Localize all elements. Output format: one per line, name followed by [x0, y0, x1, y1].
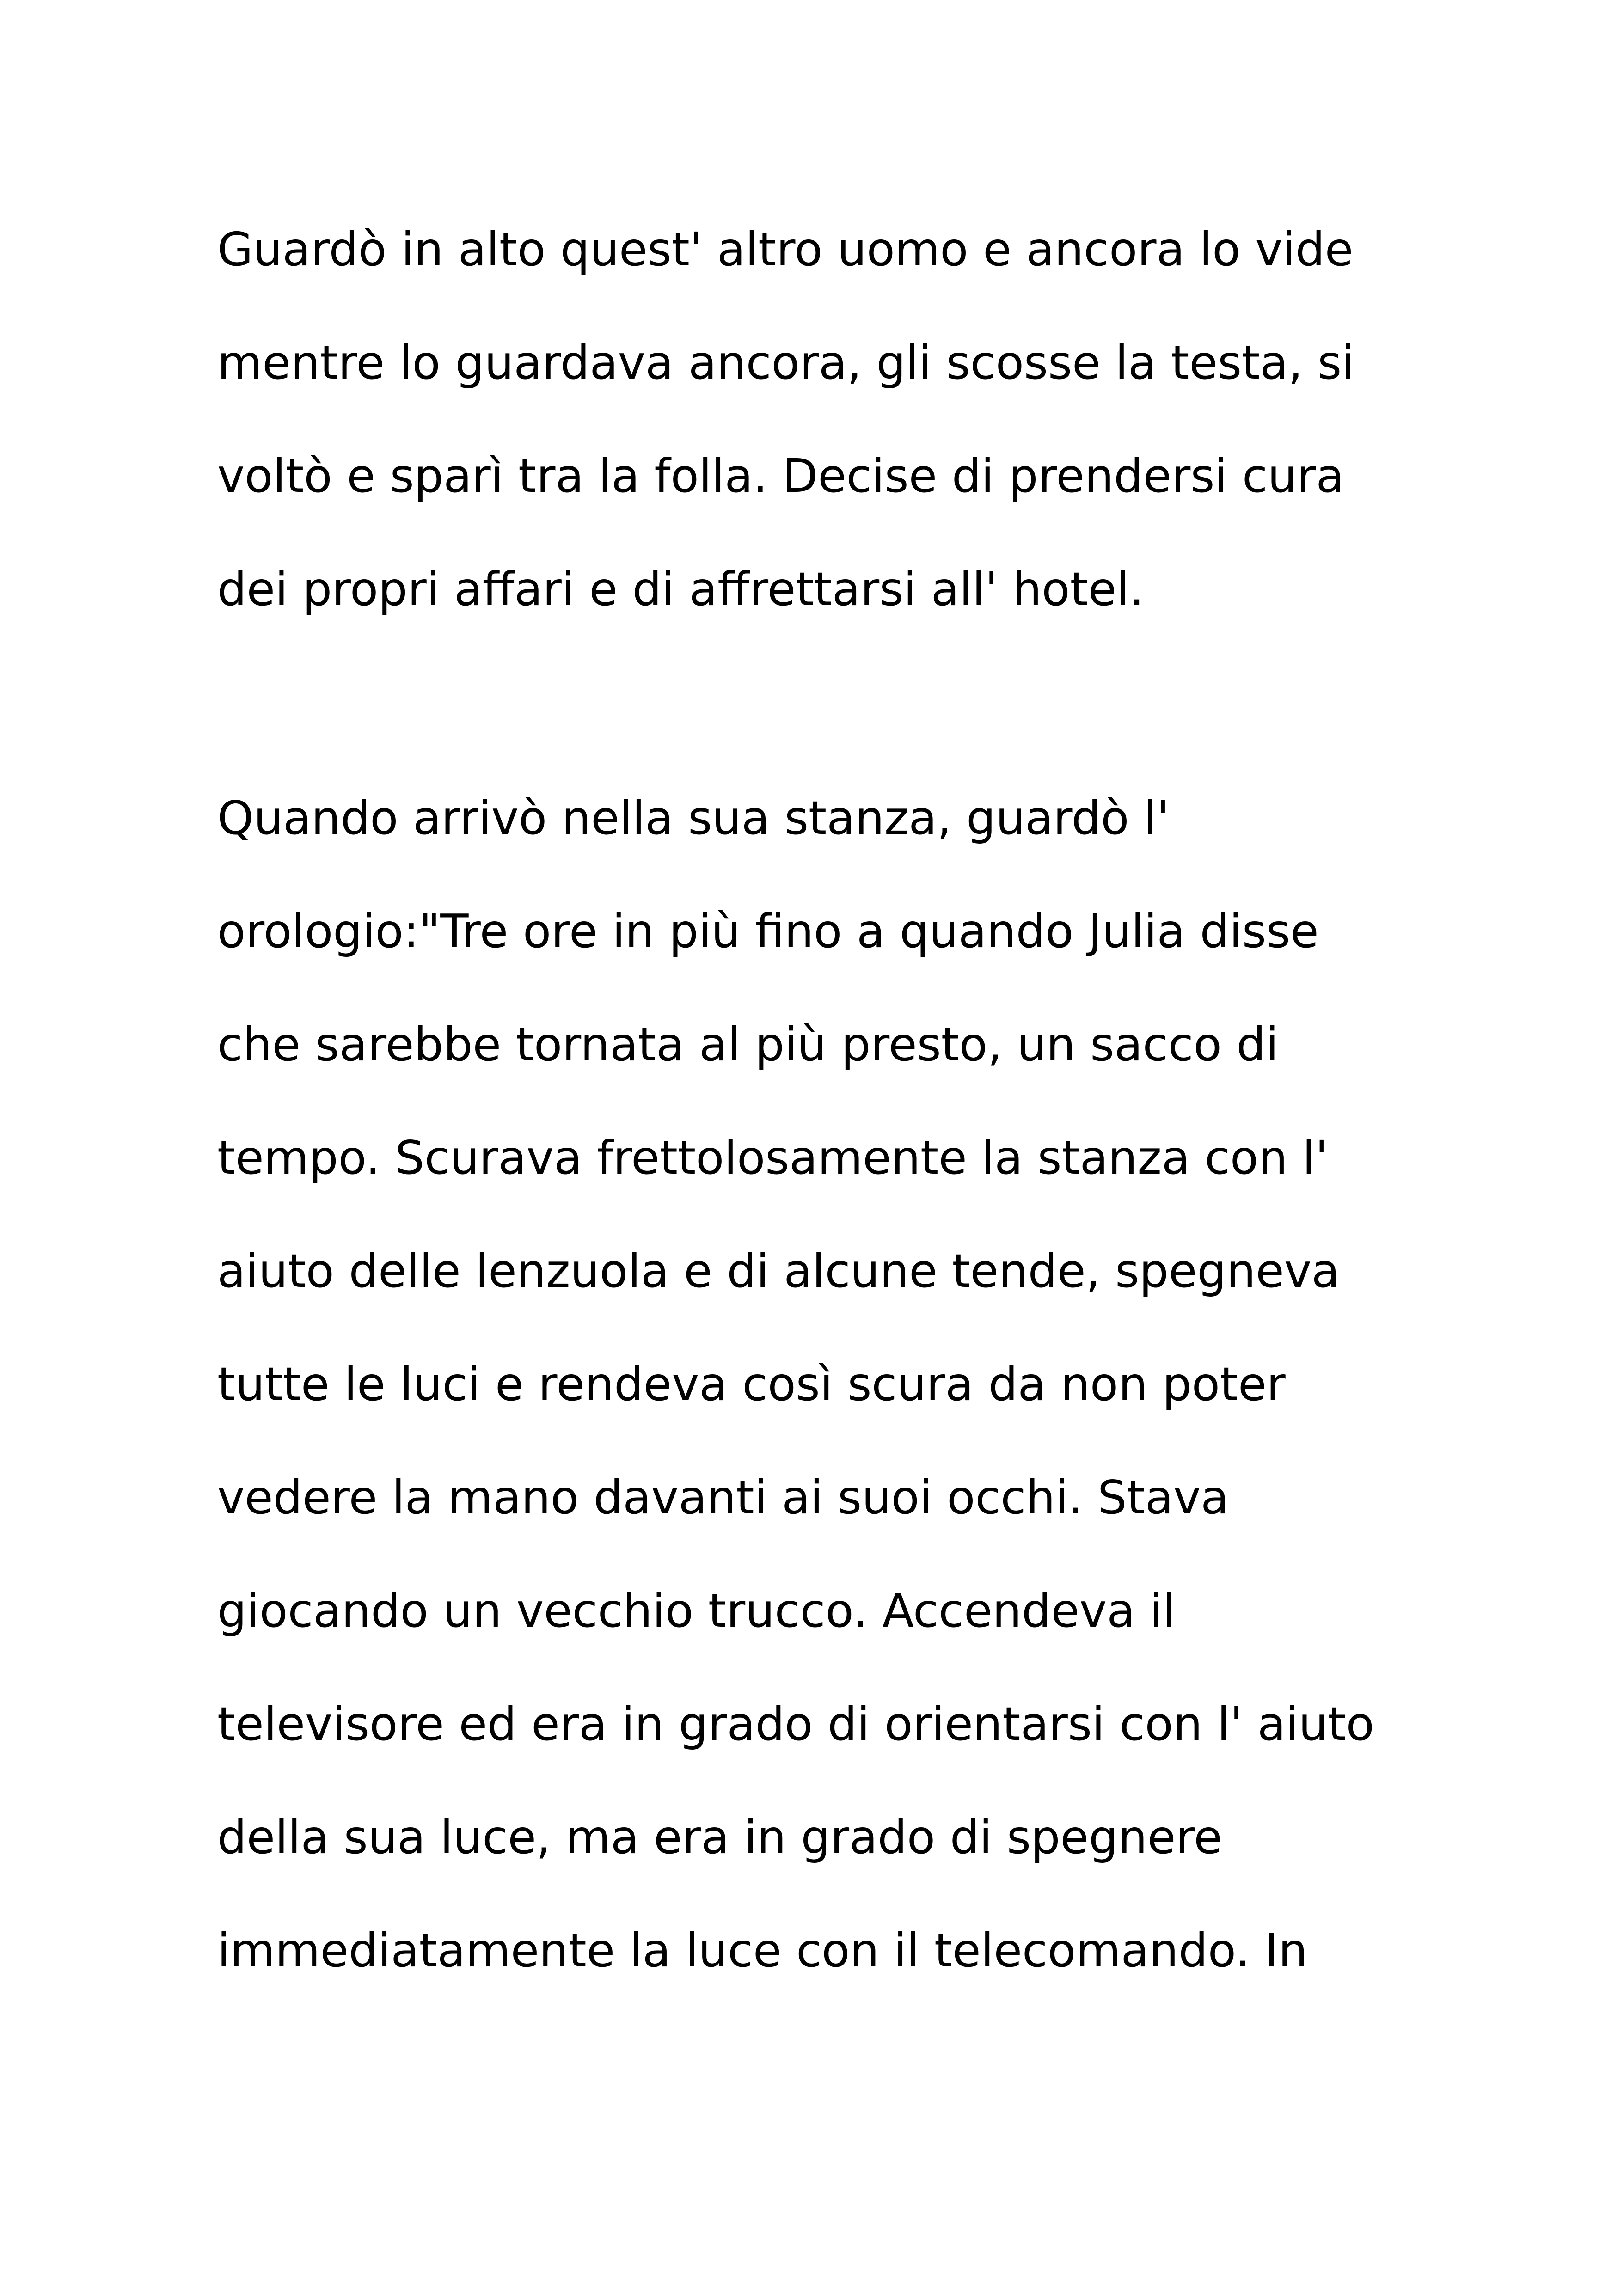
text-line: orologio:"Tre ore in più fino a quando Julia disse [217, 904, 1319, 958]
text-line: Quando arrivò nella sua stanza, guardò l' [217, 791, 1170, 845]
text-line: televisore ed era in grado di orientarsi con l' aiuto [217, 1697, 1374, 1751]
text-line: dei propri affari e di affrettarsi all' hotel. [217, 562, 1144, 616]
text-line: che sarebbe tornata al più presto, un sacco di [217, 1017, 1279, 1071]
text-line: giocando un vecchio trucco. Accendeva il [217, 1584, 1176, 1638]
text-line: mentre lo guardava ancora, gli scosse la testa, si [217, 336, 1355, 390]
text-line: Guardò in alto quest' altro uomo e ancora lo vide [217, 222, 1354, 276]
text-line: voltò e sparì tra la folla. Decise di prendersi cura [217, 449, 1344, 503]
text-line: tutte le luci e rendeva così scura da non poter [217, 1357, 1286, 1411]
text-line: vedere la mano davanti ai suoi occhi. Stava [217, 1470, 1229, 1525]
text-line: immediatamente la luce con il telecomando. In [217, 1923, 1308, 1978]
text-line: della sua luce, ma era in grado di spegnere [217, 1810, 1222, 1864]
text-line: tempo. Scurava frettolosamente la stanza con l' [217, 1131, 1328, 1185]
text-line: aiuto delle lenzuola e di alcune tende, spegneva [217, 1244, 1340, 1298]
